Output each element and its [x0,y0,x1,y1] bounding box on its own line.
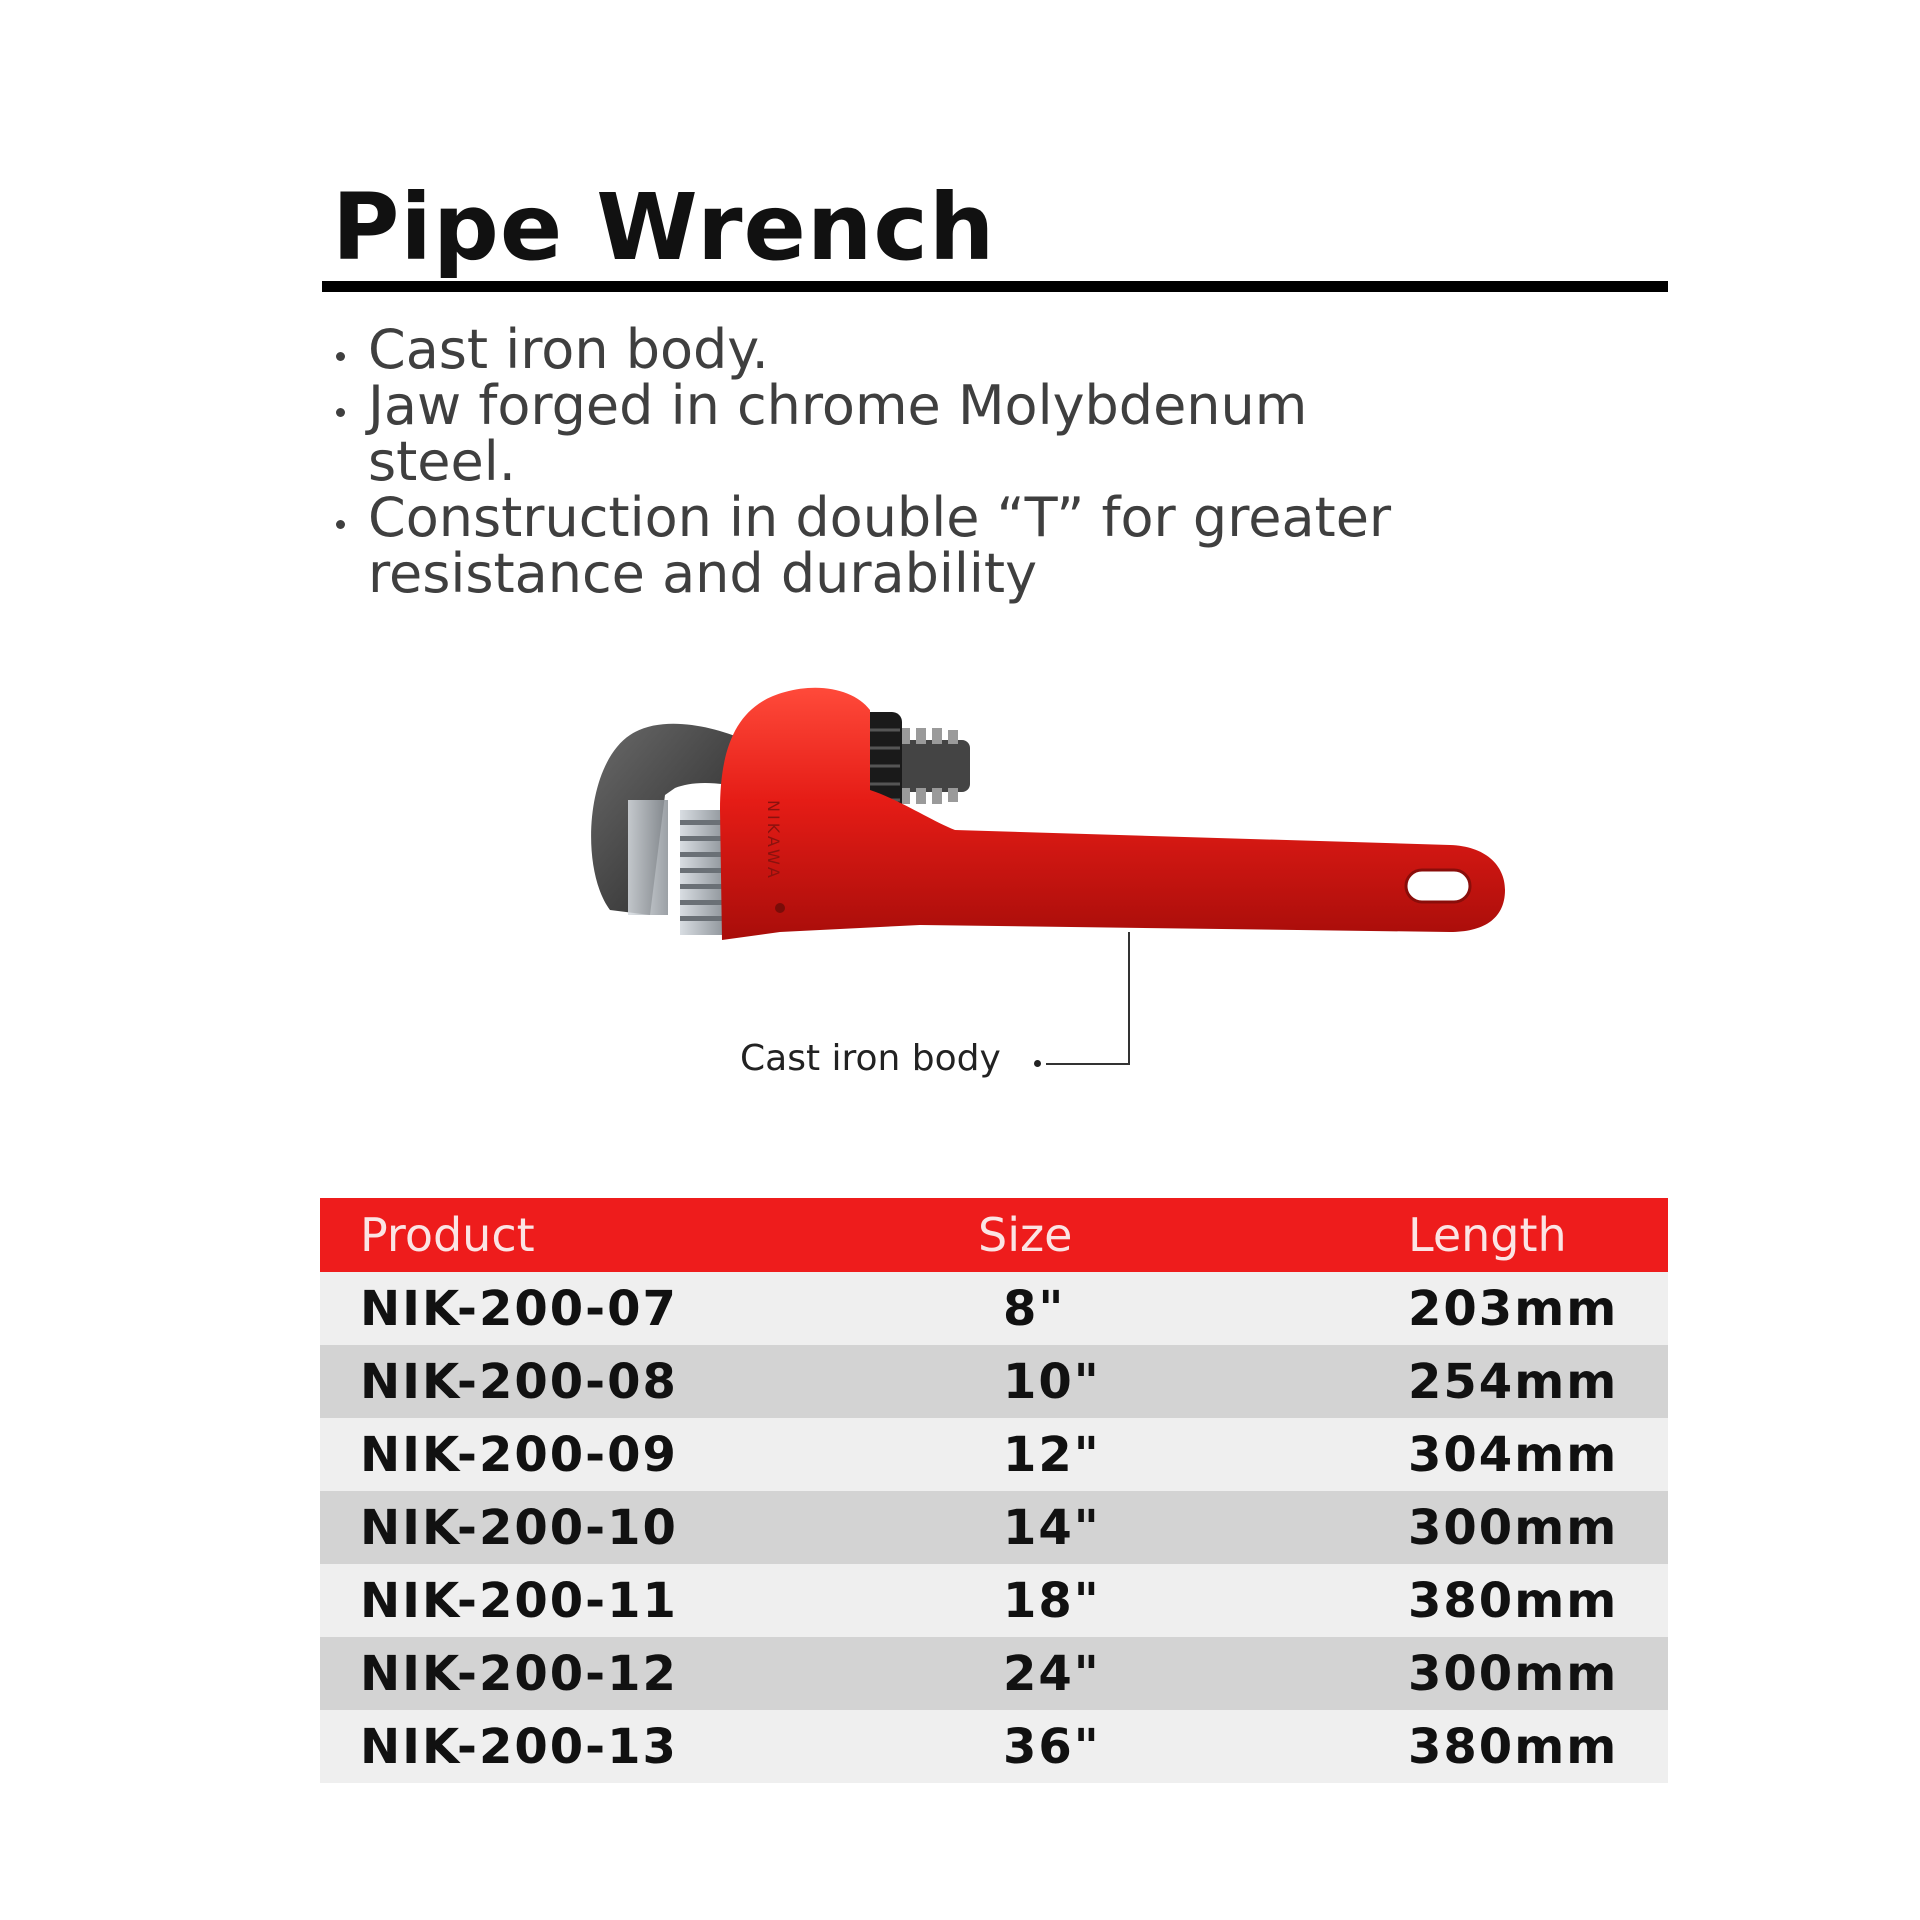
table-row [320,1418,1668,1491]
table-header-row [320,1198,1668,1272]
cell-length: 300mm [1408,1491,1668,1564]
table-row [320,1345,1668,1418]
header-size: Size [978,1198,1408,1272]
callout-label: Cast iron body [740,1038,1001,1079]
table-row [320,1637,1668,1710]
header-length: Length [1408,1198,1668,1272]
cell-product: NIK-200-09 [320,1418,978,1491]
table-row [320,1564,1668,1637]
cell-product: NIK-200-07 [320,1272,978,1345]
cell-product: NIK-200-13 [320,1710,978,1783]
cell-size: 8" [978,1272,1408,1345]
cell-length: 380mm [1408,1710,1668,1783]
cell-size: 14" [978,1491,1408,1564]
cell-size: 10" [978,1345,1408,1418]
cell-size: 18" [978,1564,1408,1637]
cell-product: NIK-200-10 [320,1491,978,1564]
table-row [320,1272,1668,1345]
title-underline [322,281,1668,292]
header-product: Product [320,1198,978,1272]
table-row [320,1491,1668,1564]
cell-size: 24" [978,1637,1408,1710]
cell-product: NIK-200-11 [320,1564,978,1637]
spec-table [320,1198,1668,1783]
svg-text:NIKAWA: NIKAWA [764,800,783,881]
cell-size: 12" [978,1418,1408,1491]
feature-list [330,318,1468,605]
page-title: Pipe Wrench [332,174,996,281]
cell-size: 36" [978,1710,1408,1783]
feature-item: Jaw forged in chrome Molybdenum steel. [330,378,1468,490]
cell-length: 300mm [1408,1637,1668,1710]
callout-pointer-dot [1034,1060,1041,1067]
cell-length: 304mm [1408,1418,1668,1491]
callout-leader-line [1046,1063,1130,1065]
cell-length: 203mm [1408,1272,1668,1345]
callout-leader-line [1128,932,1130,1065]
feature-item: Construction in double “T” for greater resistance and durability [330,490,1468,602]
pipe-wrench-image [570,670,1510,950]
cell-length: 254mm [1408,1345,1668,1418]
cell-product: NIK-200-12 [320,1637,978,1710]
cell-length: 380mm [1408,1564,1668,1637]
table-row [320,1710,1668,1783]
cell-product: NIK-200-08 [320,1345,978,1418]
feature-item: Cast iron body. [330,322,1468,378]
